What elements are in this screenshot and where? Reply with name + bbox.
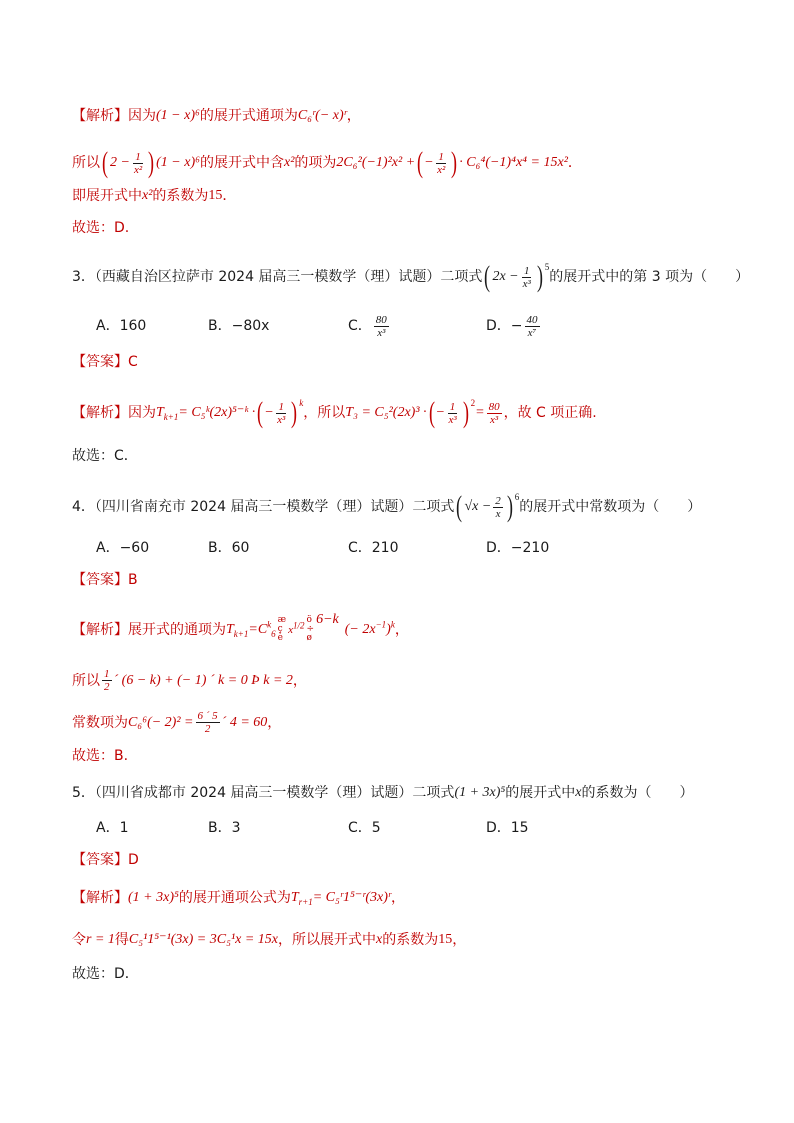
- option-d[interactable]: D．−210: [486, 540, 550, 556]
- fraction-numerator: 2: [495, 494, 501, 507]
- q3-stem: 3．（西藏自治区拉萨市 2024 届高三一模数学（理）试题）二项式 ( 2x − $\frac{1}{\text{x³}}$ ) $^5$ 的展开式中的第 3 项为（ ）: [72, 260, 750, 293]
- q3-text: ，所以: [303, 405, 346, 421]
- superscript: k: [267, 618, 272, 629]
- q3-math: T₃ = C₅²(2x)³ ·: [345, 405, 427, 420]
- q4-stem: 4．（四川省南充市 2024 届高三一模数学（理）试题）二项式 ( √x − $\frac{2}{x}$ ) $^6$ 的展开式中常数项为（ ）: [72, 490, 702, 523]
- q4-options: [0, 538, 794, 558]
- p2-math: · C₆⁴(−1)⁴x⁴ = 15x²: [459, 155, 568, 170]
- analysis-label: 【解析】: [72, 108, 128, 124]
- choose-label: 故选：: [72, 448, 114, 464]
- fraction-denominator: x³: [277, 413, 286, 426]
- option-a[interactable]: A．−60: [96, 540, 150, 556]
- p2-analysis-line3: [72, 186, 236, 206]
- answer-label: 【答案】: [72, 852, 128, 868]
- q4-analysis-line1: 【解析】 展开式的通项为 $T_{k+1}$ $=C^k_6$ æ ç è $x^{1/2}$ ö ÷ ø $^{6-k}$ (− $2x^{-1})^k$ ，: [72, 611, 409, 643]
- option-a[interactable]: A．160: [96, 318, 147, 334]
- answer-label: 【答案】: [72, 572, 128, 588]
- q5-options: [0, 818, 794, 838]
- choose-label: 故选：: [72, 220, 114, 236]
- q3-text: ，故 C 项正确.: [503, 405, 597, 421]
- q4-stem-text: 4．（四川省南充市 2024 届高三一模数学（理）试题）二项式: [72, 499, 455, 515]
- q5-stem-text: 的展开式中: [505, 785, 576, 801]
- q5-stem-math: (1 + 3x)⁵: [454, 785, 506, 800]
- p2-punct: ．: [567, 155, 582, 171]
- option-a[interactable]: A．1: [96, 820, 129, 836]
- option-d-label: D．−: [486, 318, 523, 334]
- p2-text: 的项为: [294, 155, 337, 171]
- subscript: k+1: [233, 628, 249, 639]
- option-b[interactable]: B．60: [208, 540, 250, 556]
- q5-punct: ，: [452, 932, 467, 948]
- q4-stem-math: √x −: [464, 499, 492, 514]
- answer-value: D: [128, 852, 139, 868]
- fraction-numerator: 1: [438, 150, 444, 163]
- q3-answer-line: [72, 352, 138, 372]
- fraction-numerator: 1: [104, 668, 110, 680]
- q5-answer-line: [72, 850, 139, 870]
- option-b[interactable]: B．3: [208, 820, 241, 836]
- p2-text: 的系数为: [152, 188, 209, 204]
- answer-label: 【答案】: [72, 354, 128, 370]
- p2-text: 即展开式中: [72, 188, 142, 204]
- option-d[interactable]: [486, 314, 542, 339]
- p2-math: (1 − x)⁶: [156, 108, 200, 123]
- fraction-denominator: 2: [104, 681, 110, 693]
- q4-math: =C: [248, 621, 268, 637]
- q5-math: r = 1: [86, 932, 115, 947]
- p2-punct: ，: [346, 108, 361, 124]
- q3-stem-text: 的展开式中的第 3 项为（ ）: [549, 269, 750, 285]
- q3-math: T: [156, 405, 164, 420]
- fraction-denominator: x²: [133, 163, 143, 176]
- q5-value: 15: [438, 932, 453, 947]
- garbled-bracket-left: [278, 616, 286, 643]
- p2-math: (1 − x)⁶: [156, 155, 200, 170]
- fraction-denominator: x³: [522, 277, 531, 290]
- q5-analysis-line1: [72, 888, 405, 908]
- q3-options: [0, 315, 794, 337]
- fraction-numerator: 1: [523, 264, 530, 277]
- q3-choice-line: [72, 446, 138, 466]
- q4-punct: ，: [292, 672, 307, 689]
- fraction-numerator: 80: [488, 400, 500, 413]
- fraction-denominator: x⁷: [527, 326, 537, 339]
- fraction-denominator: x²: [437, 163, 446, 176]
- q3-stem-math: 2x −: [492, 269, 519, 284]
- garbled-glyph: ç: [277, 624, 283, 634]
- option-c[interactable]: C．5: [348, 820, 381, 836]
- q5-punct: ，: [391, 890, 406, 906]
- q4-math: ´ (6 − k) + (− 1) ´ k = 0 Þ k = 2: [113, 672, 293, 688]
- q4-text: 展开式的通项为: [128, 621, 226, 638]
- q5-text: 的展开通项公式为: [178, 890, 291, 906]
- p2-math: 2C₆²(−1)²x² +: [336, 155, 416, 170]
- p2-math: C₆ʳ(− x)ʳ: [297, 108, 347, 123]
- q4-math: ´ 4 = 60: [221, 714, 268, 730]
- q5-stem-math: x: [575, 785, 582, 800]
- p2-value: 15: [208, 188, 223, 203]
- garbled-bracket-right: [307, 616, 315, 643]
- q4-analysis-line2: [72, 668, 307, 693]
- q4-answer-line: [72, 570, 138, 590]
- subscript: k+1: [163, 411, 179, 422]
- garbled-glyph: ø: [306, 633, 312, 643]
- p2-text: 的展开式通项为: [199, 108, 298, 124]
- q3-math: = C₅ᵏ(2x)⁵⁻ᵏ ·: [178, 405, 256, 420]
- q5-math: C₅¹1⁵⁻¹(3x) = 3C₅¹x = 15x: [128, 932, 279, 947]
- q4-math: T: [226, 621, 234, 637]
- option-d[interactable]: D．15: [486, 820, 529, 836]
- option-c[interactable]: [348, 314, 391, 339]
- choose-label: 故选：: [72, 966, 114, 982]
- q4-math: ): [386, 621, 391, 637]
- q3-stem-text: 3．（西藏自治区拉萨市 2024 届高三一模数学（理）试题）二项式: [72, 269, 483, 285]
- q4-choice-line: [72, 746, 128, 766]
- fraction-numerator: 1: [135, 150, 141, 163]
- choice-value: D.: [114, 220, 130, 236]
- fraction-numerator: 1: [449, 400, 456, 413]
- answer-value: B: [128, 572, 138, 588]
- subscript: 6: [271, 628, 276, 639]
- fraction-numerator: 1: [278, 400, 284, 413]
- fraction-numerator: 80: [375, 313, 387, 326]
- q5-math: T: [290, 890, 299, 905]
- garbled-glyph: æ: [277, 615, 287, 625]
- choice-value: B.: [114, 748, 129, 764]
- q5-text: 的系数为: [382, 932, 439, 948]
- fraction-denominator: x³: [490, 413, 499, 426]
- q5-choice-line: [72, 964, 139, 984]
- q4-punct: ，: [267, 714, 282, 731]
- q5-stem: [72, 783, 694, 803]
- q3-math: =: [475, 405, 485, 420]
- q4-text: 常数项为: [72, 714, 128, 731]
- q4-analysis-line3: [72, 710, 281, 735]
- superscript: 1/2: [293, 619, 305, 630]
- p2-math: 2 −: [110, 155, 130, 170]
- option-b[interactable]: B．−80x: [208, 318, 270, 334]
- garbled-glyph: ö: [306, 615, 312, 625]
- choice-value: C．: [114, 448, 138, 464]
- option-c-label: C．: [348, 318, 372, 334]
- q4-stem-text: 的展开式中常数项为（ ）: [519, 499, 702, 515]
- garbled-glyph: ÷: [306, 624, 315, 634]
- p2-choice-line: [72, 218, 129, 238]
- q5-text: ，所以展开式中: [278, 932, 377, 948]
- q4-text: 所以: [72, 672, 100, 689]
- analysis-label: 【解析】: [72, 890, 128, 906]
- subscript: r+1: [298, 896, 313, 907]
- p2-text: 所以: [72, 155, 100, 171]
- analysis-label: 【解析】: [72, 621, 128, 638]
- choice-value: D．: [114, 966, 139, 982]
- q4-math: (− 2x: [344, 621, 376, 637]
- option-c[interactable]: C．210: [348, 540, 399, 556]
- q5-math: = C₅ʳ1⁵⁻ʳ(3x)ʳ: [312, 890, 392, 905]
- fraction-denominator: x³: [377, 326, 386, 339]
- choose-label: 故选：: [72, 748, 114, 764]
- q4-punct: ，: [394, 621, 409, 638]
- q4-math: C₆⁶(− 2)² =: [128, 714, 194, 730]
- p2-analysis-line2: 所以 ( 2 − $\frac{1}{\text{x²}}$ ) (1 − x)⁶ 的展开式中含 x² 的项为 2C₆²(−1)²x² + ( − $\frac{1}{\text{x²}}$ ) · C₆⁴(−1)⁴x⁴ = 15x² ．: [72, 146, 582, 179]
- analysis-label: 【解析】: [72, 405, 128, 421]
- fraction-numerator: 6 ´ 5: [197, 710, 218, 722]
- q5-stem-text: 的系数为（ ）: [581, 785, 694, 801]
- q5-text: 令: [72, 932, 86, 948]
- p2-text: 的展开式中含: [200, 155, 284, 171]
- superscript: −1: [375, 618, 387, 629]
- q5-stem-text: 5．（四川省成都市 2024 届高三一模数学（理）试题）二项式: [72, 785, 455, 801]
- q4-math: x: [288, 623, 294, 636]
- q3-text: 因为: [128, 405, 156, 421]
- fraction-denominator: x: [495, 507, 501, 520]
- garbled-glyph: è: [277, 633, 283, 643]
- q5-math: (1 + 3x)⁵: [128, 890, 179, 905]
- fraction-numerator: 40: [526, 313, 538, 326]
- exponent: k: [390, 618, 395, 629]
- p2-math: x²: [284, 155, 295, 170]
- fraction-denominator: 2: [204, 723, 211, 735]
- p2-math: x²: [142, 188, 153, 203]
- q5-analysis-line2: [72, 930, 466, 950]
- q3-analysis-line: 【解析】 因为 $T_{k+1}$ = C₅ᵏ(2x)⁵⁻ᵏ · ( − $\frac{1}{\text{x³}}$ ) $^k$ ，所以 T₃ = C₅²(2x)³ · ( − $\frac{1}{\text{x³}}$ ) $^2$ = $\frac{80}{\text{x³}}$ ，故 C 项正确.: [72, 396, 597, 429]
- p2-text: 因为: [128, 108, 156, 124]
- answer-value: C: [128, 354, 138, 370]
- p2-analysis-line1: [72, 106, 361, 126]
- p2-punct: ．: [222, 188, 237, 204]
- q5-math: x: [376, 932, 383, 947]
- q5-text: 得: [114, 932, 129, 948]
- fraction-denominator: x³: [448, 413, 457, 426]
